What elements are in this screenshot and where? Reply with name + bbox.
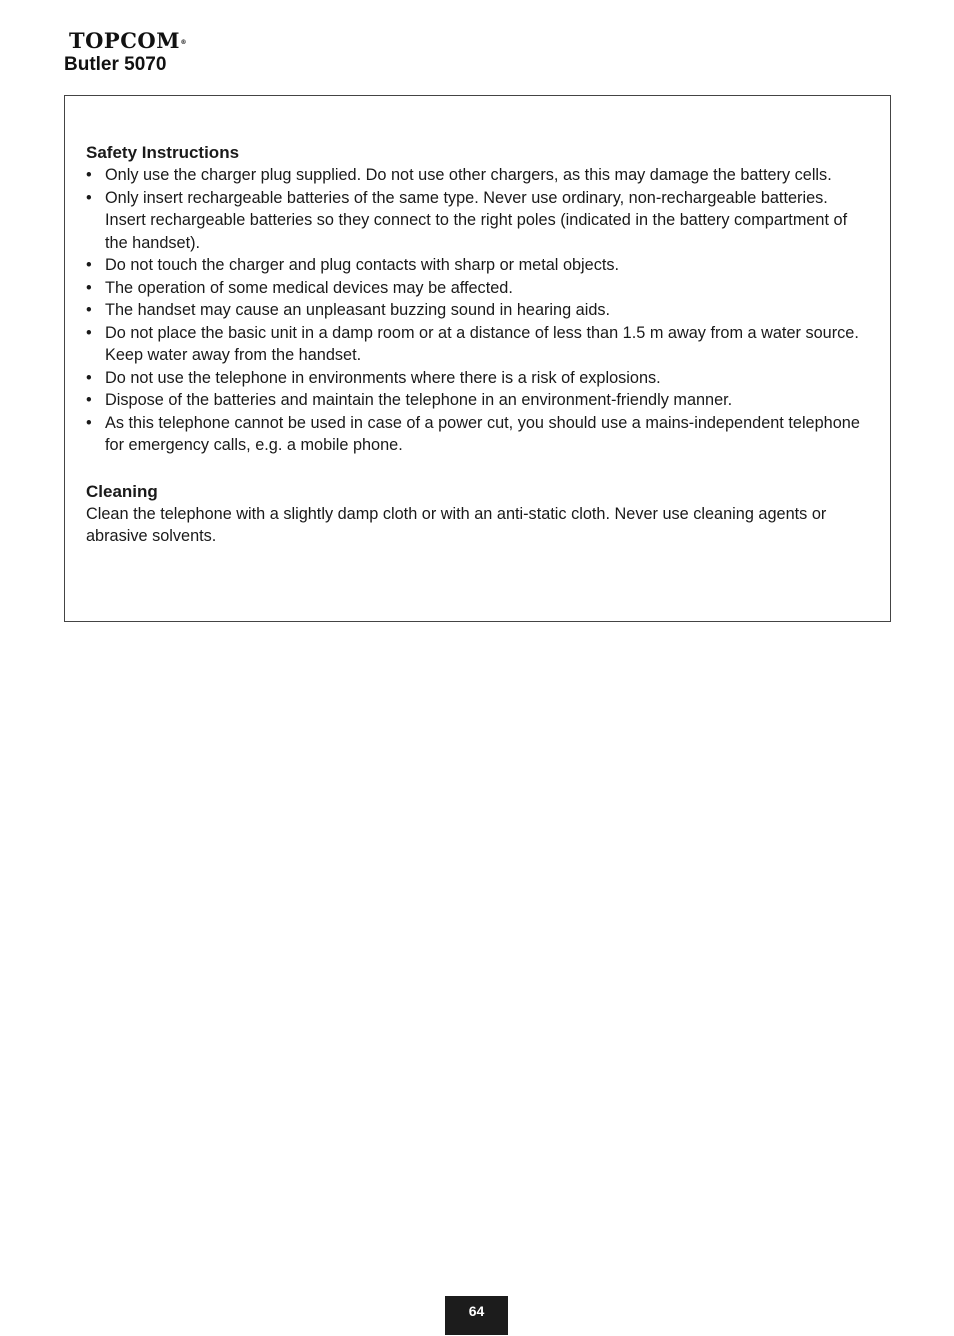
list-item xyxy=(86,187,866,255)
bullet-icon: • xyxy=(86,368,92,387)
list-item-text: The handset may cause an unpleasant buzzing sound in hearing aids. xyxy=(105,301,611,319)
list-item xyxy=(86,367,866,390)
instructions-content xyxy=(86,141,866,548)
list-item-text: Do not use the telephone in environments where there is a risk of explosions. xyxy=(105,368,661,387)
safety-list xyxy=(86,164,866,457)
bullet-icon: • xyxy=(86,413,92,432)
model-name: Butler 5070 xyxy=(64,54,167,75)
list-item xyxy=(86,299,866,322)
list-item xyxy=(86,412,866,457)
list-item-text: The operation of some medical devices may be affected. xyxy=(105,278,513,297)
topcom-logo xyxy=(64,28,187,54)
list-item-text: Do not place the basic unit in a damp room or at a distance of less than 1.5 m away from a water source. Keep water away from the handset. xyxy=(105,323,859,364)
list-item xyxy=(86,254,866,277)
cleaning-text: Clean the telephone with a slightly damp cloth or with an anti-static cloth. Never use cleaning agents or abrasive solvents. xyxy=(86,504,827,545)
instructions-box xyxy=(64,95,891,622)
bullet-icon: • xyxy=(86,323,92,342)
bullet-icon: • xyxy=(86,188,92,207)
cleaning-title: Cleaning xyxy=(86,481,158,501)
bullet-icon: • xyxy=(86,278,92,297)
bullet-icon: • xyxy=(86,256,92,274)
page-header xyxy=(64,28,187,76)
list-item-text: Only use the charger plug supplied. Do not use other chargers, as this may damage the battery cells. xyxy=(105,166,832,184)
bullet-icon: • xyxy=(86,391,92,409)
bullet-icon: • xyxy=(86,301,92,319)
list-item-text: As this telephone cannot be used in case of a power cut, you should use a mains-independent telephone for emergency calls, e.g. a mobile phone. xyxy=(105,413,860,454)
logo-text: TOPCOM xyxy=(69,28,180,53)
list-item xyxy=(86,277,866,300)
safety-title: Safety Instructions xyxy=(86,143,240,162)
list-item-text: Only insert rechargeable batteries of the same type. Never use ordinary, non-rechargeable batteries. Insert rechargeable batteries so they connect to the right poles (indicated in the battery compartment of the handset). xyxy=(105,188,848,252)
section-spacer xyxy=(86,457,866,480)
list-item-text: Do not touch the charger and plug contacts with sharp or metal objects. xyxy=(105,256,620,274)
registered-mark: ® xyxy=(180,39,187,46)
bullet-icon: • xyxy=(86,166,92,184)
list-item xyxy=(86,164,866,187)
list-item-text: Dispose of the batteries and maintain the telephone in an environment-friendly manner. xyxy=(105,391,733,409)
list-item xyxy=(86,389,866,412)
list-item xyxy=(86,322,866,367)
page-number: 64 xyxy=(445,1296,508,1335)
